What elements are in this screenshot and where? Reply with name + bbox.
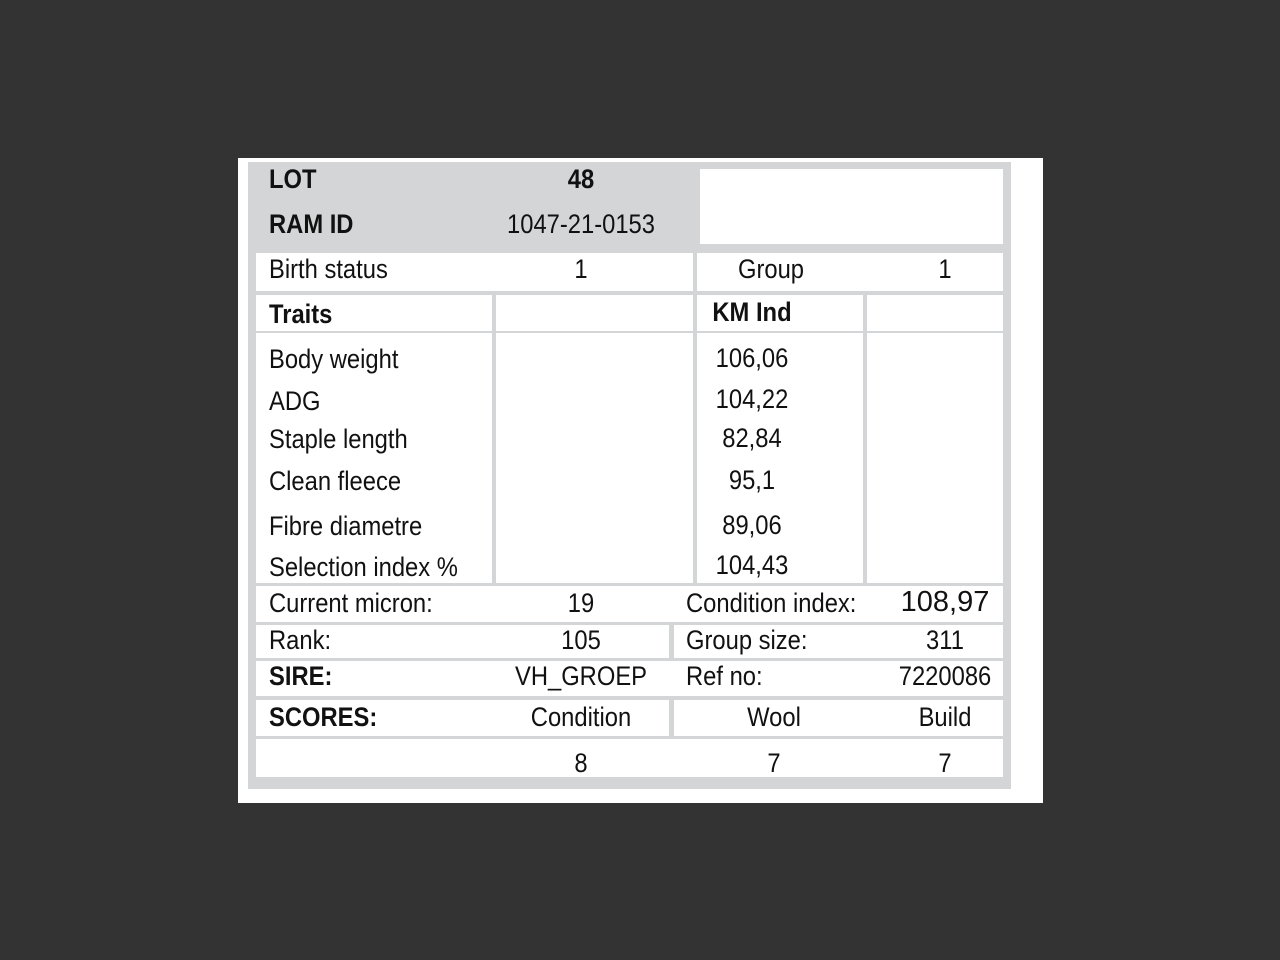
current-micron-label: Current micron: [269,588,433,618]
scores-values-row [256,739,1003,777]
km-ind-value: 104,22 [715,384,789,414]
group-label: Group [737,254,805,284]
km-ind-value: 89,06 [722,510,782,540]
km-ind-value: 106,06 [715,343,789,373]
trait-name: Body weight [269,344,399,374]
ram-id-value: 1047-21-0153 [507,209,655,239]
birth-status-value: 1 [574,254,588,284]
current-micron-value: 19 [567,588,595,618]
trait-name: Clean fleece [269,466,402,496]
ram-info-card [238,158,1043,803]
rank-value: 105 [561,625,601,655]
km-ind-value: 95,1 [728,465,776,495]
score-header-wool: Wool [747,702,801,732]
ram-id-label: RAM ID [269,209,354,239]
birth-status-label: Birth status [269,254,388,284]
km-ind-value: 104,43 [715,550,789,580]
score-header-build: Build [918,702,972,732]
trait-name: ADG [269,386,321,416]
scores-label: SCORES: [269,702,378,732]
score-value-build: 7 [938,748,952,778]
group-value: 1 [938,254,952,284]
condition-index-label: Condition index: [686,588,857,618]
trait-name: Fibre diametre [269,511,423,541]
rank-label: Rank: [269,625,332,655]
trait-name: Staple length [269,424,408,454]
lot-label: LOT [269,164,317,194]
sire-label: SIRE: [269,661,333,691]
group-size-label: Group size: [686,625,808,655]
km-ind-value: 82,84 [722,423,782,453]
ref-no-value: 7220086 [898,661,992,691]
sire-value: VH_GROEP [514,661,648,691]
extra-body-cell [867,333,1003,583]
score-value-wool: 7 [767,748,781,778]
km-ind-header: KM Ind [712,297,792,327]
extra-header-cell [867,295,1003,331]
photo-box [700,169,1003,244]
score-value-condition: 8 [574,748,588,778]
lot-value: 48 [567,164,595,194]
trait-name: Selection index % [269,552,458,582]
ref-no-label: Ref no: [686,661,763,691]
traits-blank-body-cell [496,333,693,583]
group-size-value: 311 [926,625,964,655]
traits-blank-header-cell [496,295,693,331]
score-header-condition: Condition [530,702,632,732]
condition-index-value: 108,97 [900,586,990,618]
traits-header: Traits [269,299,333,329]
